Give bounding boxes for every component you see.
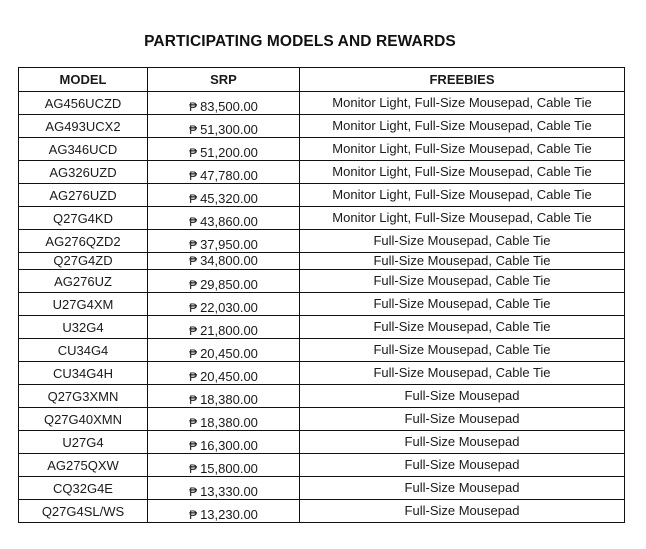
- table-row: [19, 362, 625, 385]
- freebies-cell: [300, 500, 625, 523]
- srp-value: [148, 478, 299, 499]
- peso-sign-icon: ₱: [189, 191, 198, 206]
- srp-amount: 43,860.00: [200, 213, 258, 229]
- srp-cell: [148, 362, 300, 385]
- freebies-text: Full-Size Mousepad, Cable Tie: [373, 319, 551, 334]
- srp-cell: [148, 339, 300, 362]
- freebies-text: Full-Size Mousepad, Cable Tie: [373, 342, 551, 357]
- peso-sign-icon: ₱: [189, 461, 198, 476]
- table-header-row: [19, 68, 625, 92]
- srp-value: [148, 93, 299, 114]
- peso-sign-icon: ₱: [189, 214, 198, 229]
- model-cell: [19, 362, 148, 385]
- freebies-cell: [300, 339, 625, 362]
- srp-value: [148, 317, 299, 338]
- srp-amount: 20,450.00: [200, 368, 258, 384]
- model-name: AG493UCX2: [45, 118, 121, 134]
- srp-amount: 18,380.00: [200, 414, 258, 430]
- peso-sign-icon: ₱: [189, 323, 198, 338]
- freebies-text: Full-Size Mousepad: [404, 457, 520, 472]
- table-row: [19, 385, 625, 408]
- srp-cell: [148, 431, 300, 454]
- model-cell: [19, 408, 148, 431]
- srp-amount: 51,200.00: [200, 144, 258, 160]
- srp-value: [148, 116, 299, 137]
- freebies-text: Full-Size Mousepad: [404, 480, 520, 495]
- srp-value: [148, 340, 299, 361]
- peso-sign-icon: ₱: [189, 346, 198, 361]
- srp-cell: [148, 253, 300, 270]
- model-name: AG276UZ: [54, 273, 112, 289]
- peso-sign-icon: ₱: [189, 237, 198, 252]
- model-name: CQ32G4E: [53, 480, 113, 496]
- srp-amount: 13,230.00: [200, 506, 258, 522]
- model-cell: [19, 454, 148, 477]
- freebies-text: Full-Size Mousepad, Cable Tie: [373, 296, 551, 311]
- freebies-text: Monitor Light, Full-Size Mousepad, Cable Tie: [332, 95, 592, 110]
- peso-sign-icon: ₱: [189, 145, 198, 160]
- model-cell: [19, 230, 148, 253]
- table-row: [19, 270, 625, 293]
- freebies-cell: [300, 207, 625, 230]
- model-name: Q27G3XMN: [47, 388, 119, 404]
- freebies-cell: [300, 161, 625, 184]
- model-name: U27G4XM: [52, 296, 114, 312]
- srp-cell: [148, 138, 300, 161]
- column-header-srp: SRP: [148, 68, 300, 92]
- srp-value: [148, 185, 299, 206]
- srp-amount: 21,800.00: [200, 322, 258, 338]
- srp-cell: [148, 230, 300, 253]
- srp-value: [148, 139, 299, 160]
- freebies-cell: [300, 454, 625, 477]
- srp-amount: 22,030.00: [200, 299, 258, 315]
- srp-cell: [148, 184, 300, 207]
- page-title: PARTICIPATING MODELS AND REWARDS: [144, 33, 456, 50]
- model-cell: [19, 207, 148, 230]
- model-cell: [19, 184, 148, 207]
- srp-cell: [148, 115, 300, 138]
- freebies-cell: [300, 115, 625, 138]
- srp-value: [148, 231, 299, 252]
- peso-sign-icon: ₱: [189, 300, 198, 315]
- freebies-text: Full-Size Mousepad: [404, 503, 520, 518]
- freebies-cell: [300, 270, 625, 293]
- srp-cell: [148, 454, 300, 477]
- freebies-text: Monitor Light, Full-Size Mousepad, Cable Tie: [332, 118, 592, 133]
- freebies-cell: [300, 184, 625, 207]
- srp-amount: 15,800.00: [200, 460, 258, 476]
- model-cell: [19, 316, 148, 339]
- srp-value: [148, 254, 299, 268]
- srp-value: [148, 363, 299, 384]
- table-row: [19, 184, 625, 207]
- peso-sign-icon: ₱: [189, 392, 198, 407]
- freebies-text: Full-Size Mousepad: [404, 434, 520, 449]
- model-name: AG275QXW: [47, 457, 119, 473]
- srp-amount: 83,500.00: [200, 98, 258, 114]
- freebies-text: Monitor Light, Full-Size Mousepad, Cable Tie: [332, 141, 592, 156]
- freebies-text: Full-Size Mousepad: [404, 411, 520, 426]
- srp-amount: 16,300.00: [200, 437, 258, 453]
- column-header-model: MODEL: [19, 68, 148, 92]
- srp-amount: 20,450.00: [200, 345, 258, 361]
- peso-sign-icon: ₱: [189, 168, 198, 183]
- freebies-text: Monitor Light, Full-Size Mousepad, Cable Tie: [332, 164, 592, 179]
- model-cell: [19, 253, 148, 270]
- srp-cell: [148, 500, 300, 523]
- srp-value: [148, 386, 299, 407]
- model-name: AG326UZD: [49, 164, 117, 180]
- srp-value: [148, 409, 299, 430]
- srp-value: [148, 432, 299, 453]
- freebies-cell: [300, 431, 625, 454]
- srp-cell: [148, 207, 300, 230]
- freebies-text: Full-Size Mousepad, Cable Tie: [373, 253, 551, 268]
- peso-sign-icon: ₱: [189, 369, 198, 384]
- freebies-cell: [300, 138, 625, 161]
- srp-value: [148, 294, 299, 315]
- srp-cell: [148, 92, 300, 115]
- table-row: [19, 92, 625, 115]
- srp-cell: [148, 385, 300, 408]
- peso-sign-icon: ₱: [189, 484, 198, 499]
- table-row: [19, 454, 625, 477]
- srp-amount: 34,800.00: [200, 253, 258, 268]
- model-cell: [19, 115, 148, 138]
- freebies-text: Full-Size Mousepad: [404, 388, 520, 403]
- model-name: AG276QZD2: [45, 233, 121, 249]
- srp-cell: [148, 293, 300, 316]
- model-name: U27G4: [62, 434, 104, 450]
- table-row: [19, 477, 625, 500]
- freebies-cell: [300, 408, 625, 431]
- srp-value: [148, 455, 299, 476]
- table-row: [19, 500, 625, 523]
- srp-value: [148, 501, 299, 522]
- peso-sign-icon: ₱: [189, 99, 198, 114]
- freebies-cell: [300, 253, 625, 270]
- model-name: CU34G4H: [53, 365, 113, 381]
- model-cell: [19, 138, 148, 161]
- peso-sign-icon: ₱: [189, 507, 198, 522]
- model-name: Q27G4ZD: [53, 253, 113, 268]
- freebies-cell: [300, 92, 625, 115]
- column-header-freebies: FREEBIES: [300, 68, 625, 92]
- model-name: Q27G4SL/WS: [41, 503, 125, 519]
- srp-cell: [148, 161, 300, 184]
- peso-sign-icon: ₱: [189, 415, 198, 430]
- model-name: AG456UCZD: [44, 95, 122, 111]
- model-name: AG276UZD: [49, 187, 117, 203]
- table-row: [19, 316, 625, 339]
- freebies-text: Full-Size Mousepad, Cable Tie: [373, 273, 551, 288]
- model-cell: [19, 500, 148, 523]
- table-row: [19, 115, 625, 138]
- peso-sign-icon: ₱: [189, 254, 198, 268]
- srp-cell: [148, 316, 300, 339]
- srp-amount: 13,330.00: [200, 483, 258, 499]
- srp-cell: [148, 408, 300, 431]
- srp-amount: 45,320.00: [200, 190, 258, 206]
- freebies-text: Full-Size Mousepad, Cable Tie: [373, 233, 551, 248]
- table-row: [19, 253, 625, 270]
- freebies-text: Full-Size Mousepad, Cable Tie: [373, 365, 551, 380]
- model-cell: [19, 477, 148, 500]
- model-name: Q27G40XMN: [43, 411, 123, 427]
- srp-value: [148, 271, 299, 292]
- freebies-text: Monitor Light, Full-Size Mousepad, Cable Tie: [332, 210, 592, 225]
- table-row: [19, 431, 625, 454]
- model-cell: [19, 92, 148, 115]
- srp-cell: [148, 477, 300, 500]
- peso-sign-icon: ₱: [189, 122, 198, 137]
- srp-amount: 47,780.00: [200, 167, 258, 183]
- srp-amount: 29,850.00: [200, 276, 258, 292]
- model-name: AG346UCD: [48, 141, 118, 157]
- table-row: [19, 138, 625, 161]
- srp-amount: 37,950.00: [200, 236, 258, 252]
- srp-value: [148, 208, 299, 229]
- peso-sign-icon: ₱: [189, 438, 198, 453]
- model-cell: [19, 339, 148, 362]
- table-row: [19, 293, 625, 316]
- table-row: [19, 207, 625, 230]
- table-row: [19, 408, 625, 431]
- model-name: Q27G4KD: [53, 210, 113, 226]
- model-cell: [19, 270, 148, 293]
- srp-value: [148, 162, 299, 183]
- model-cell: [19, 161, 148, 184]
- freebies-cell: [300, 230, 625, 253]
- freebies-cell: [300, 293, 625, 316]
- table-row: [19, 339, 625, 362]
- model-cell: [19, 385, 148, 408]
- freebies-text: Monitor Light, Full-Size Mousepad, Cable Tie: [332, 187, 592, 202]
- table-row: [19, 161, 625, 184]
- models-rewards-table: [18, 67, 625, 523]
- srp-amount: 51,300.00: [200, 121, 258, 137]
- model-cell: [19, 431, 148, 454]
- srp-amount: 18,380.00: [200, 391, 258, 407]
- model-name: U32G4: [62, 319, 104, 335]
- peso-sign-icon: ₱: [189, 277, 198, 292]
- freebies-cell: [300, 362, 625, 385]
- model-name: CU34G4: [57, 342, 109, 358]
- freebies-cell: [300, 385, 625, 408]
- freebies-cell: [300, 316, 625, 339]
- model-cell: [19, 293, 148, 316]
- table-row: [19, 230, 625, 253]
- srp-cell: [148, 270, 300, 293]
- freebies-cell: [300, 477, 625, 500]
